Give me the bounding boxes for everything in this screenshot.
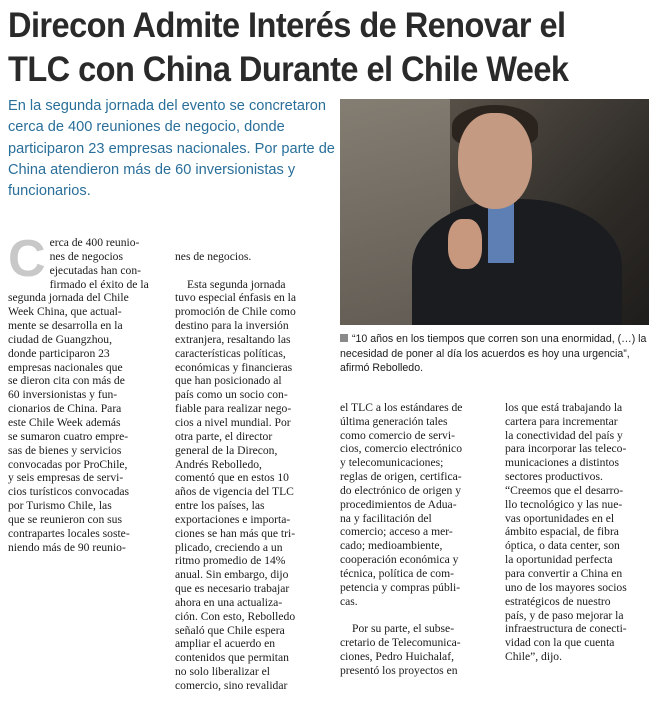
dropcap: C xyxy=(8,230,46,288)
article-photo xyxy=(340,99,649,325)
body-column-2 xyxy=(175,236,332,707)
body-paragraph: el TLC a los estándares de última generación tales como comercio de servi- cios, comercio electrónico y telecomunicaciones; reglas de origen, certifica- do electrónico de origen y procedimientos de Adua- na y facilitación del comercio; acceso a mer- cado; medioambiente, cooperación económica y técnica, política de com- petencia y compras públi- cas. xyxy=(340,400,463,608)
lead-paragraph: En la segunda jornada del evento se concretaron cerca de 400 reuniones de negocio, donde participaron 23 empresas nacionales. Por parte de China atendieron más de 60 inversionistas y funcionarios. xyxy=(8,98,335,200)
body-paragraph: nes de negocios. xyxy=(175,249,252,263)
headline-line-1: Direcon Admite Interés de Renovar el xyxy=(8,6,566,45)
photo-caption-text: “10 años en los tiempos que corren son una enormidad, (…) la necesidad de poner al día los acuerdos es hoy una urgencia”, afirmó Rebolledo. xyxy=(340,333,647,375)
headline xyxy=(8,4,611,92)
body-paragraph: Esta segunda jornada tuvo especial énfasis en la promoción de Chile como destino para la inversión extranjera, resaltando las características políticas, económicas y financieras que han posicionado al país como un socio con- fiable para realizar nego- cios a nivel mundial. Por otra parte, el director general de la Direcon, Andrés Rebolledo, comentó que en estos 10 años de vigencia del TLC entre los países, las exportaciones e importa- ciones se han más que tri- plicado, creciendo a un ritmo promedio de 14% anual. Sin embargo, dijo que es necesario trabajar ahora en una actualiza- ción. Con esto, Rebolledo señaló que Chile espera ampliar el acuerdo en contenidos que permitan no solo liberalizar el comercio, sino revalidar xyxy=(175,277,297,692)
caption-square-icon xyxy=(340,334,348,342)
body-paragraph: los que está trabajando la cartera para incrementar la conectividad del país y para incorporar las teleco- municaciones a distintos sectores productivos. “Creemos que el desarro- llo tecnológico y las nue- vas oportunidades en el ámbito espacial, de fibra óptica, o data center, son la oportunidad perfecta para convertir a China en uno de los mayores socios estratégicos de nuestro país, y de paso mejorar la infraestructura de conecti- vidad con la que cuenta Chile”, dijo. xyxy=(505,400,627,664)
body-paragraph: Por su parte, el subse- cretario de Telecomunica- ciones, Pedro Huichalaf, presentó los proyectos en xyxy=(340,622,461,677)
headline-line-2: TLC con China Durante el Chile Week xyxy=(8,50,569,89)
body-column-4 xyxy=(505,387,653,678)
body-column-1 xyxy=(8,230,168,554)
photo-caption xyxy=(340,332,652,376)
body-paragraph: erca de 400 reunio- nes de negocios ejecutadas han con- firmado el éxito de la segunda jornada del Chile Week China, que actual- mente se desarrolla en la ciudad de Guangzhou, donde participaron 23 empresas nacionales que se dieron cita con más de 60 inversionistas y fun- cionarios de China. Para este Chile Week además se sumaron cuatro empre- sas de bienes y servicios convocadas por ProChile, y seis empresas de servi- cios turísticos convocadas por Turismo Chile, las que se reunieron con sus contrapartes locales soste- niendo más de 90 reunio- xyxy=(8,236,149,554)
body-column-3 xyxy=(340,387,497,692)
